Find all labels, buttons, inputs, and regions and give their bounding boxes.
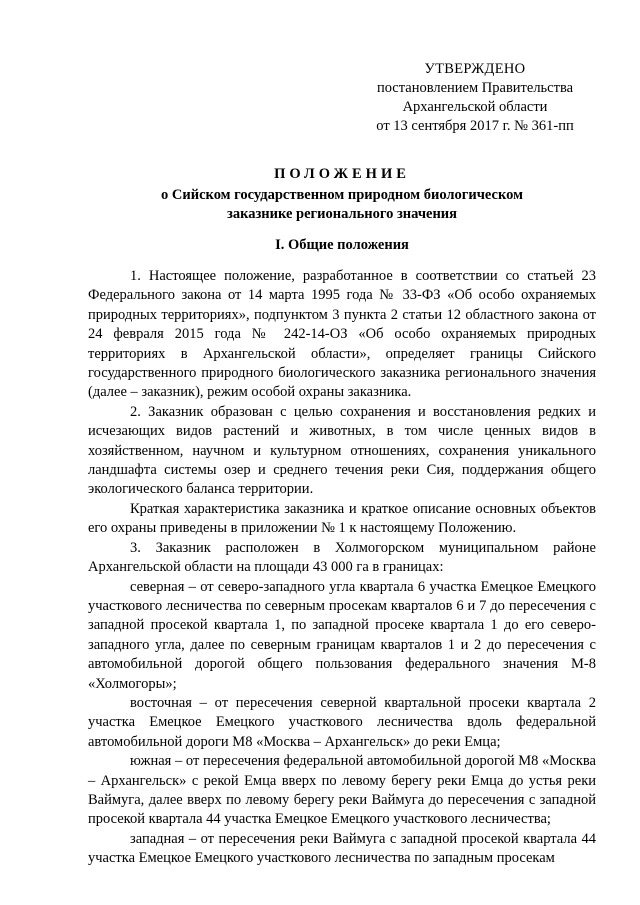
paragraph: Краткая характеристика заказника и краткое описание основных объектов его охраны приведены в приложении № 1 к настоящему Положению. [88,500,596,537]
document-subtitle-line-1: о Сийском государственном природном биологическом [161,187,523,203]
paragraph: западная – от пересечения реки Ваймуга с западной просекой квартала 44 участка Емецкое Емецкого участкового лесничества по западным просекам [88,830,596,867]
paragraph: восточная – от пересечения северной квартальной просеки квартала 2 участка Емецкое Емецкого участкового лесничества вдоль федеральной автомобильной дороги М8 «Москва – Архангельск» до реки Емца; [88,694,596,750]
approval-line-2: Архангельской области [402,99,548,115]
approval-stamp: УТВЕРЖДЕНО [424,61,526,77]
document-title: ПОЛОЖЕНИЕ [274,166,410,182]
paragraph: 3. Заказник расположен в Холмогорском муниципальном районе Архангельской области на площади 43 000 га в границах: [88,539,596,576]
document-subtitle-line-2: заказнике регионального значения [227,206,457,222]
paragraph: 1. Настоящее положение, разработанное в соответствии со статьей 23 Федерального закона от 14 марта 1995 года № 33-ФЗ «Об особо охраняемых природных территориях», подпунктом 3 пункта 2 статьи 12 областного закона от 24 февраля 2015 года № 242-14-ОЗ «Об особо охраняемых природных территориях в Архангельской области», определяет границы Сийского государственного природного биологического заказника регионального значения (далее – заказник), режим особой охраны заказника. [88,268,596,401]
paragraph: 2. Заказник образован с целью сохранения и восстановления редких и исчезающих видов растений и животных, в том числе ценных видов в хозяйственном, научном и культурном отношениях, сохранения уникального ландшафта системы озер и среднего течения реки Сия, поддержания общего экологического баланса территории. [88,403,596,498]
approval-line-3: от 13 сентября 2017 г. № 361-пп [376,118,574,134]
paragraph: северная – от северо-западного угла квартала 6 участка Емецкое Емецкого участкового лесничества по северным просекам кварталов 6 и 7 до пересечения с западной просекой квартала 1, по западной просеке квартала 1 до его северо-западного угла, далее по северным границам кварталов 1 и 2 до пересечения с автомобильной дорогой общего пользования федерального значения М-8 «Холмогоры»; [88,578,596,692]
document-body [88,267,596,869]
document-title-block [88,165,596,224]
paragraph: южная – от пересечения федеральной автомобильной дорогой М8 «Москва – Архангельск» с рекой Емца вверх по левому берегу реки Емца до устья реки Ваймуга, далее вверх по левому берегу реки Ваймуга до пересечения с западной просекой квартала 44 участка Емецкое Емецкого участкового лесничества; [88,753,596,828]
approval-line-1: постановлением Правительства [376,80,574,96]
section-heading: I. Общие положения [275,237,409,253]
approval-block [360,60,590,136]
